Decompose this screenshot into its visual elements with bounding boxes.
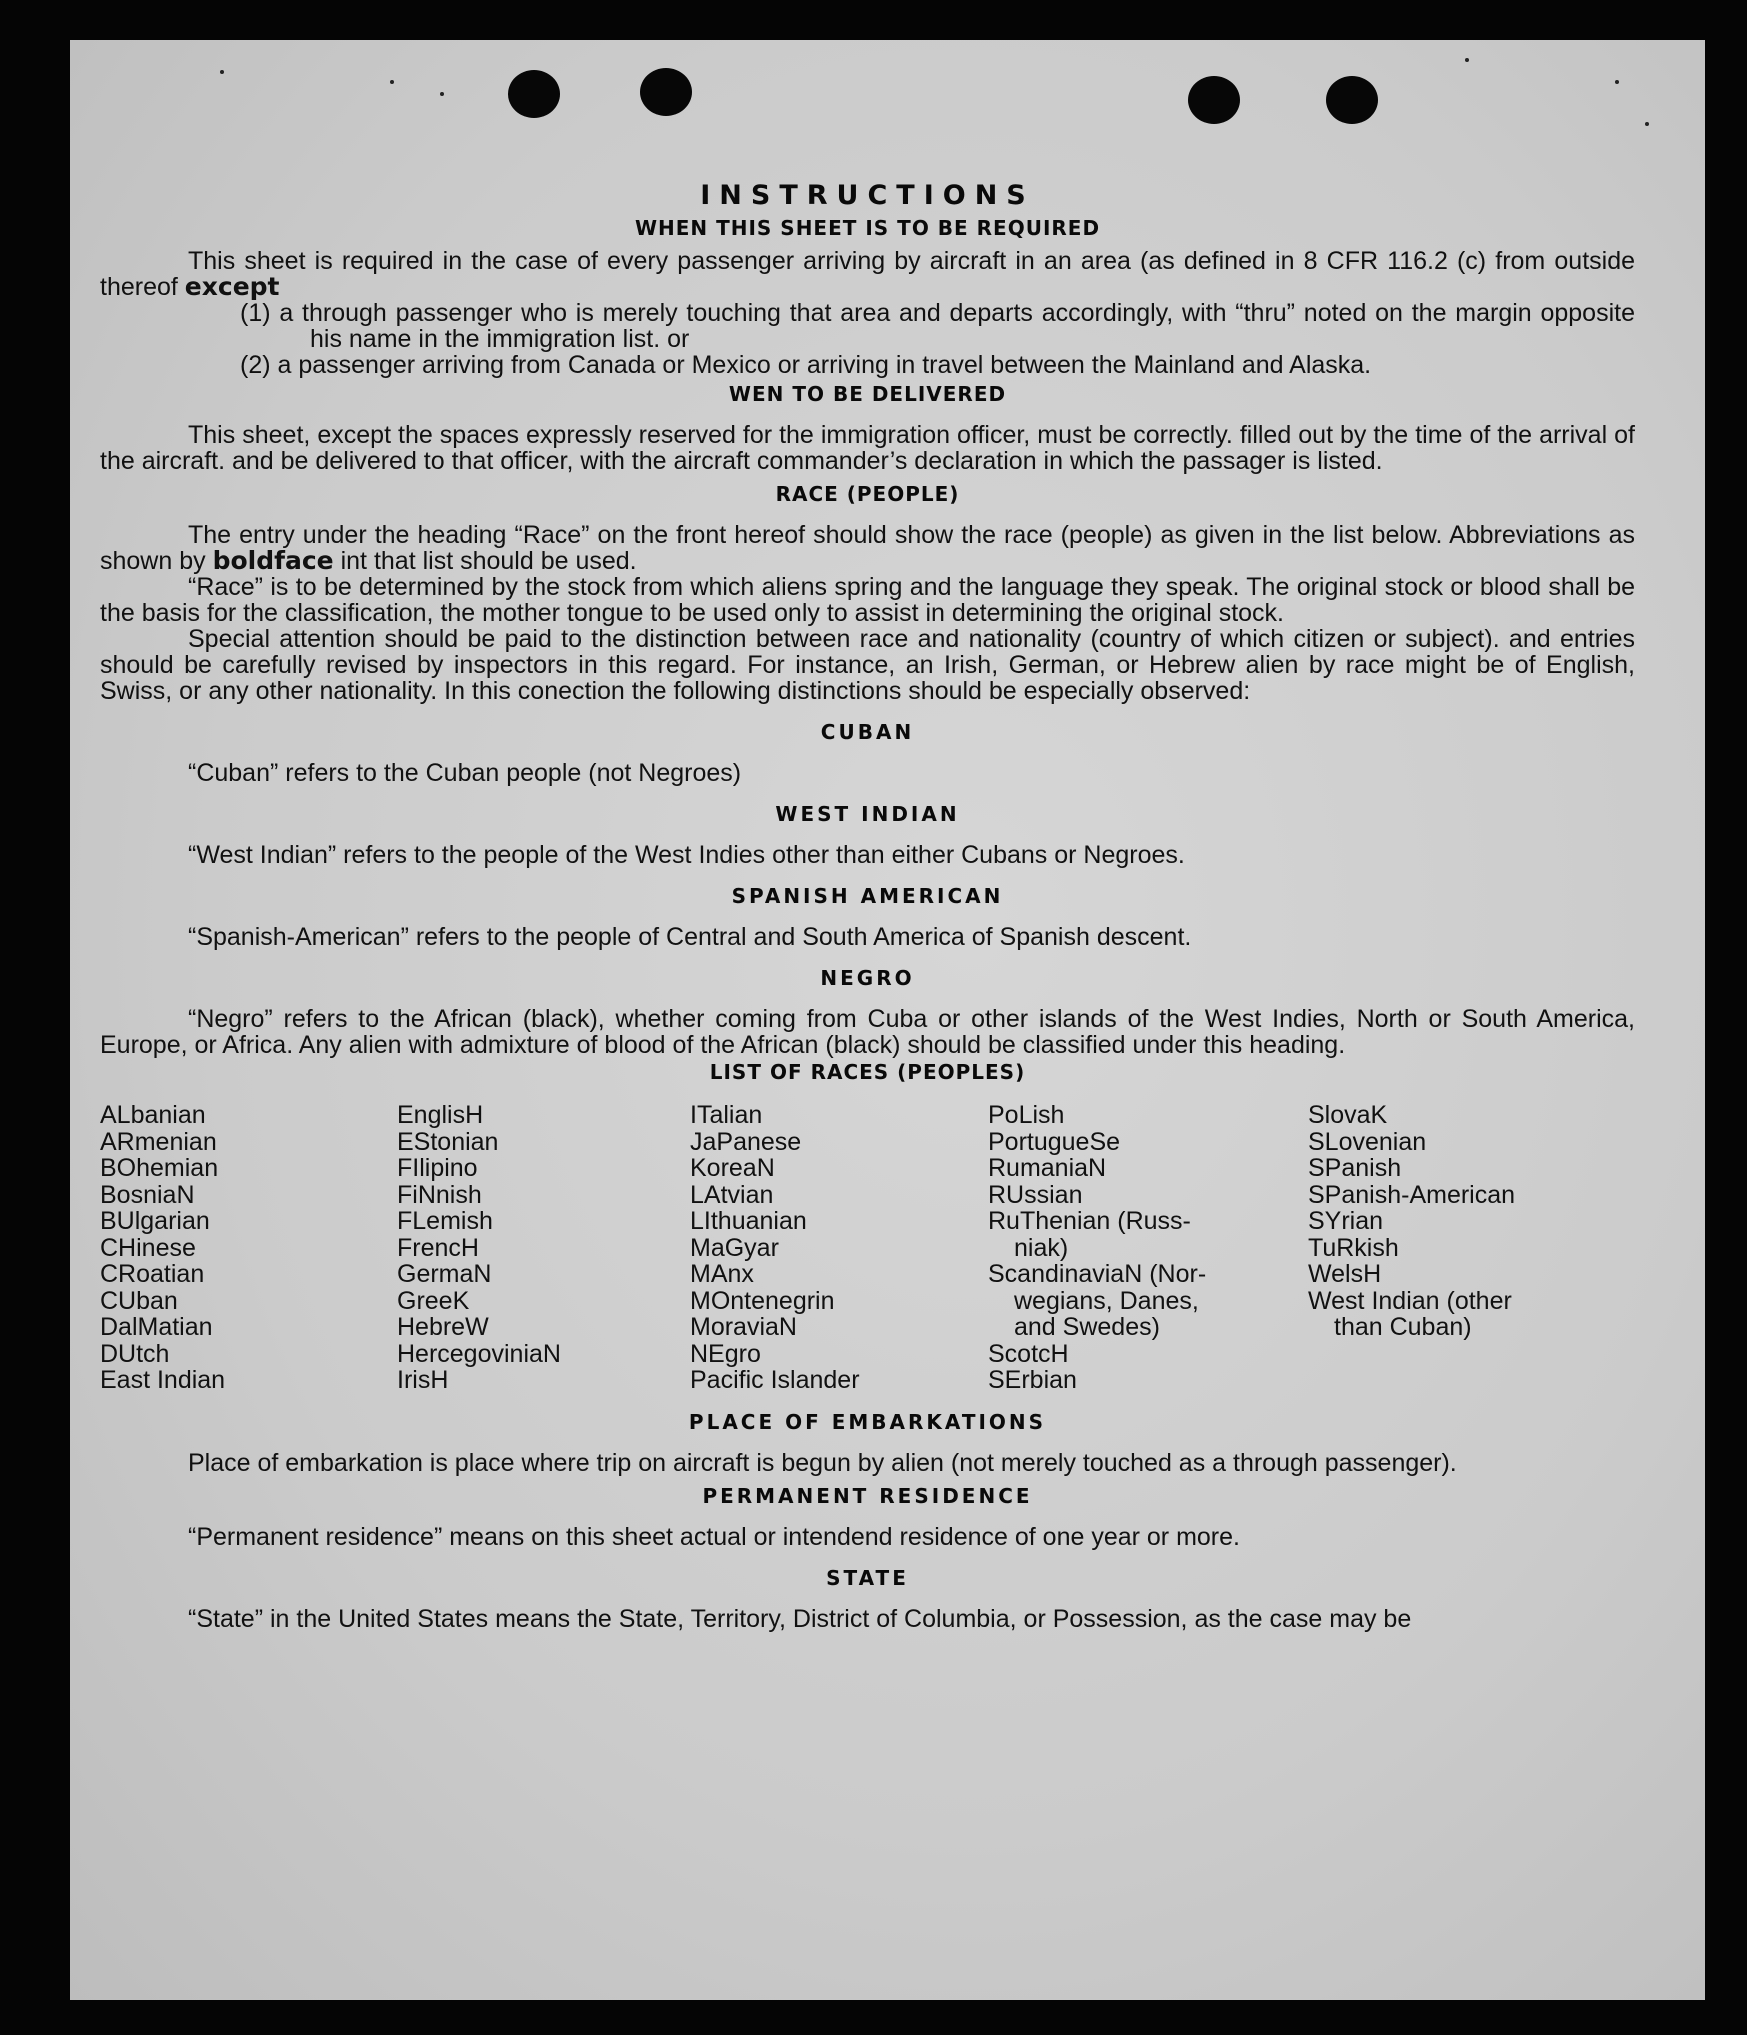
race-entry: West Indian (other	[1308, 1286, 1512, 1315]
boldface-keyword: boldface	[212, 546, 334, 575]
race-entry: SLovenian	[1308, 1127, 1427, 1156]
race-entry: FrencH	[397, 1233, 479, 1262]
race-entry: CRoatian	[100, 1260, 205, 1288]
punch-hole-2	[640, 68, 692, 116]
race-entry: ITalian	[690, 1101, 763, 1129]
race-entry: KoreaN	[690, 1154, 775, 1182]
race-entry: SPanish	[1308, 1154, 1402, 1182]
race-entry: CHinese	[100, 1233, 196, 1262]
required-paragraph	[100, 248, 1635, 300]
race-entry: IrisH	[397, 1366, 449, 1394]
race-entry: PortugueSe	[988, 1127, 1121, 1156]
race-entry: TuRkish	[1308, 1233, 1399, 1262]
punch-hole-4	[1326, 76, 1378, 124]
race-entry-continued: niak)	[1014, 1233, 1069, 1262]
race-entry: DalMatian	[100, 1313, 213, 1341]
embarkation-paragraph: Place of embarkation is place where trip on aircraft is begun by alien (not merely touched as a through passenger).	[188, 1448, 1457, 1477]
document-page	[70, 40, 1705, 2000]
required-item-2: (2) a passenger arriving from Canada or Mexico or arriving in travel between the Mainland and Alaska.	[240, 351, 1372, 379]
races-table	[100, 1102, 1635, 1394]
race-entry: Pacific Islander	[690, 1366, 860, 1394]
race-paragraph-1	[100, 522, 1635, 574]
race-entry: ScotcH	[988, 1339, 1069, 1368]
race-entry: RUssian	[988, 1180, 1083, 1209]
dust-speck	[390, 80, 394, 84]
race-entry: RuThenian (Russ-	[988, 1207, 1191, 1235]
race-text-1: The entry under the heading “Race” on the front hereof should show the race (people) as given in the list below. Abbreviations as shown by	[100, 521, 1635, 575]
race-entry: MAnx	[690, 1260, 754, 1288]
dust-speck	[1645, 122, 1649, 126]
race-entry: HebreW	[397, 1313, 489, 1341]
race-entry: RumaniaN	[988, 1154, 1107, 1182]
race-entry: SlovaK	[1308, 1101, 1388, 1129]
heading-required: WHEN THIS SHEET IS TO BE REQUIRED	[634, 216, 1101, 240]
race-entry: CUban	[100, 1286, 178, 1315]
race-entry: ScandinaviaN (Nor-	[988, 1260, 1207, 1288]
race-entry: MOntenegrin	[690, 1286, 835, 1315]
race-entry: JaPanese	[690, 1127, 802, 1156]
race-entry: ARmenian	[100, 1127, 217, 1156]
punch-hole-1	[508, 70, 560, 118]
page-title: INSTRUCTIONS	[700, 180, 1035, 211]
race-entry: FiNnish	[397, 1180, 482, 1209]
heading-negro: NEGRO	[820, 966, 915, 990]
race-entry: SYrian	[1308, 1207, 1384, 1235]
state-paragraph: “State” in the United States means the State, Territory, District of Columbia, or Possession, as the case may be	[188, 1604, 1412, 1633]
west-indian-paragraph: “West Indian” refers to the people of the West Indies other than either Cubans or Negroes.	[188, 841, 1185, 869]
race-entry: LAtvian	[690, 1180, 774, 1209]
punch-hole-3	[1188, 76, 1240, 124]
race-entry-continued: and Swedes)	[1014, 1313, 1160, 1341]
heading-list-of-races: LIST OF RACES (PEOPLES)	[709, 1060, 1026, 1084]
instructions-content	[100, 180, 1635, 1632]
cuban-paragraph: “Cuban” refers to the Cuban people (not Negroes)	[188, 759, 742, 787]
race-entry: FIlipino	[397, 1154, 478, 1182]
heading-spanish-american: SPANISH AMERICAN	[731, 884, 1004, 908]
heading-permanent-residence: PERMANENT RESIDENCE	[702, 1483, 1033, 1508]
race-entry: EStonian	[397, 1127, 499, 1156]
heading-cuban: CUBAN	[820, 720, 915, 744]
race-entry: BUlgarian	[100, 1207, 210, 1235]
heading-west-indian: WEST INDIAN	[775, 802, 960, 826]
race-entry: ALbanian	[100, 1101, 206, 1129]
race-entry: MoraviaN	[690, 1313, 797, 1341]
race-entry: SPanish-American	[1308, 1180, 1516, 1209]
race-entry: PoLish	[988, 1101, 1065, 1129]
heading-state: STATE	[826, 1565, 909, 1590]
required-text: This sheet is required in the case of every passenger arriving by aircraft in an area (as defined in 8 CFR 116.2 (c) from outside thereof	[100, 247, 1635, 301]
race-entry: GermaN	[397, 1260, 492, 1288]
race-entry-continued: wegians, Danes,	[1014, 1286, 1199, 1315]
race-entry: SErbian	[988, 1366, 1077, 1394]
race-text-2: int that list should be used.	[340, 547, 637, 575]
race-entry: GreeK	[397, 1286, 470, 1315]
dust-speck	[440, 92, 444, 96]
race-entry: DUtch	[100, 1339, 170, 1368]
spanish-american-paragraph: “Spanish-American” refers to the people of Central and South America of Spanish descent.	[188, 923, 1192, 951]
residence-paragraph: “Permanent residence” means on this sheet actual or intendend residence of one year or more.	[188, 1522, 1240, 1551]
dust-speck	[1465, 58, 1469, 62]
heading-embarkation: PLACE OF EMBARKATIONS	[688, 1409, 1047, 1434]
race-entry: BosniaN	[100, 1180, 195, 1209]
required-item-1: (1) a through passenger who is merely touching that area and departs accordingly, with “thru” noted on the margin opposite his name in the immigration list. or	[240, 299, 1635, 353]
dust-speck	[220, 70, 224, 74]
race-entry: FLemish	[397, 1207, 493, 1235]
race-entry: BOhemian	[100, 1154, 219, 1182]
race-entry: MaGyar	[690, 1233, 779, 1262]
race-entry: NEgro	[690, 1339, 761, 1368]
race-entry: WelsH	[1308, 1260, 1382, 1288]
races-column-3	[690, 1102, 988, 1394]
race-paragraph-3: Special attention should be paid to the distinction between race and nationality (country of which citizen or subject). and entries should be carefully revised by inspectors in this regard. For instance, an Irish, German, or Hebrew alien by race might be of English, Swiss, or any other nationality. In this conection the following distinctions should be especially observed:	[100, 625, 1635, 705]
races-column-1	[100, 1102, 397, 1394]
race-entry: HercegoviniaN	[397, 1339, 561, 1368]
heading-delivered: WEN TO BE DELIVERED	[728, 382, 1007, 406]
negro-paragraph: “Negro” refers to the African (black), whether coming from Cuba or other islands of the West Indies, North or South America, Europe, or Africa. Any alien with admixture of blood of the African (black) should be classified under this heading.	[100, 1005, 1635, 1059]
heading-race: RACE (PEOPLE)	[775, 482, 960, 506]
race-entry-continued: than Cuban)	[1334, 1313, 1472, 1341]
races-column-4	[988, 1102, 1308, 1394]
races-column-2	[397, 1102, 690, 1394]
race-entry: LIthuanian	[690, 1207, 807, 1235]
race-paragraph-2: “Race” is to be determined by the stock from which aliens spring and the language they speak. The original stock or blood shall be the basis for the classification, the mother tongue to be used only to assist in determining the original stock.	[100, 573, 1635, 627]
delivered-paragraph: This sheet, except the spaces expressly reserved for the immigration officer, must be correctly. filled out by the time of the arrival of the aircraft. and be delivered to that officer, with the aircraft commander’s declaration in which the passager is listed.	[100, 421, 1635, 475]
dust-speck	[1615, 80, 1619, 84]
race-entry: East Indian	[100, 1366, 226, 1394]
races-column-5	[1308, 1102, 1635, 1394]
race-entry: EnglisH	[397, 1101, 484, 1129]
except-keyword: except	[184, 272, 280, 301]
